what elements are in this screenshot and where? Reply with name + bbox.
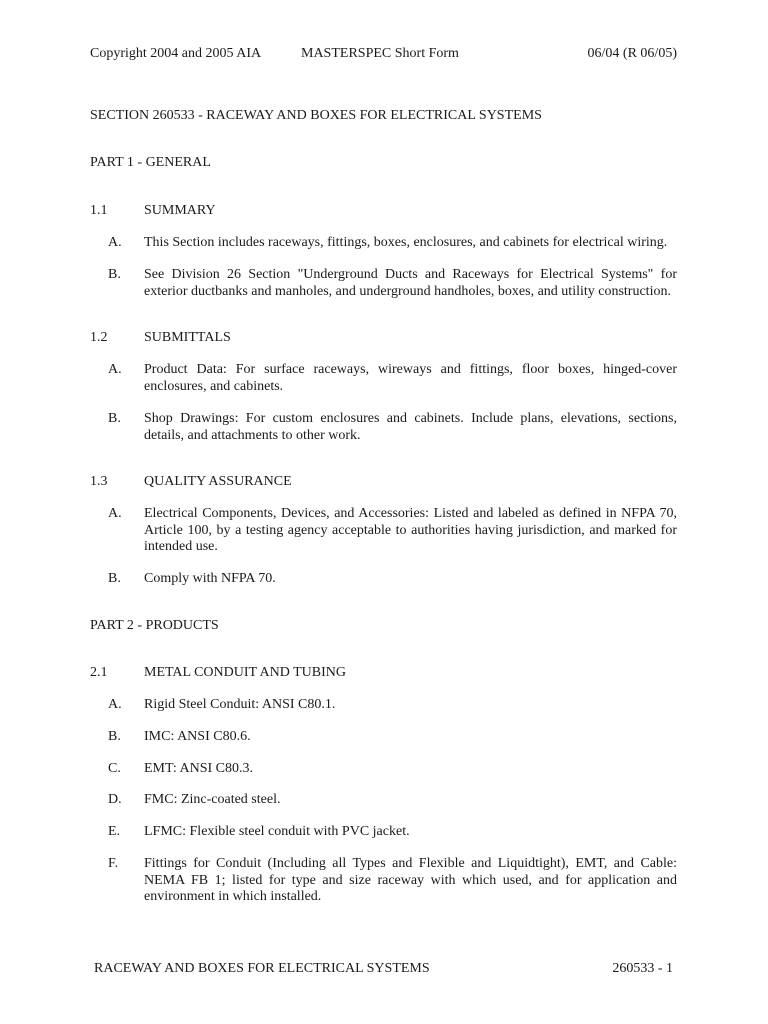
item-letter: A. [108,697,122,712]
item-letter: B. [108,411,121,426]
article-1-1-title: SUMMARY [144,203,216,218]
item-letter: C. [108,761,121,776]
header-date: 06/04 (R 06/05) [587,46,677,61]
item-letter: E. [108,824,121,839]
item-text: LFMC: Flexible steel conduit with PVC jacket. [144,824,410,839]
article-1-3-title: QUALITY ASSURANCE [144,474,292,489]
item-text: Product Data: For surface raceways, wireways and fittings, floor boxes, hinged-cover enclosures, and cabinets. [144,362,677,394]
item-text: EMT: ANSI C80.3. [144,761,253,776]
footer-page-number: 260533 - 1 [612,961,673,976]
item-letter: A. [108,362,122,377]
item-letter: B. [108,571,121,586]
item-text: See Division 26 Section "Underground Ducts and Raceways for Electrical Systems" for exterior ductbanks and manholes, and underground handholes, boxes, and utility construction. [144,267,677,299]
article-1-3-number: 1.3 [90,474,108,489]
footer-section-name: RACEWAY AND BOXES FOR ELECTRICAL SYSTEMS [94,961,430,976]
item-text: Shop Drawings: For custom enclosures and cabinets. Include plans, elevations, sections, details, and attachments to other work. [144,411,677,443]
item-text: FMC: Zinc-coated steel. [144,792,281,807]
header-copyright: Copyright 2004 and 2005 AIA [90,46,262,61]
section-title: SECTION 260533 - RACEWAY AND BOXES FOR ELECTRICAL SYSTEMS [90,108,542,123]
article-2-1-number: 2.1 [90,665,108,680]
item-letter: D. [108,792,122,807]
item-text: Rigid Steel Conduit: ANSI C80.1. [144,697,336,712]
part-2-title: PART 2 - PRODUCTS [90,618,219,633]
item-letter: A. [108,235,122,250]
item-text: IMC: ANSI C80.6. [144,729,251,744]
header-spec-name: MASTERSPEC Short Form [301,46,459,61]
item-letter: B. [108,729,121,744]
article-1-2-number: 1.2 [90,330,108,345]
article-1-2-title: SUBMITTALS [144,330,231,345]
article-2-1-title: METAL CONDUIT AND TUBING [144,665,347,680]
item-text: This Section includes raceways, fittings, boxes, enclosures, and cabinets for electrical wiring. [144,235,668,250]
item-letter: A. [108,506,122,521]
item-letter: F. [108,856,119,871]
item-text: Electrical Components, Devices, and Accessories: Listed and labeled as defined in NFPA 70, Article 100, by a testing agency acceptable to authorities having jurisdiction, and marked for intended use. [144,506,677,554]
item-text: Comply with NFPA 70. [144,571,276,586]
article-1-1-number: 1.1 [90,203,108,218]
item-letter: B. [108,267,121,282]
part-1-title: PART 1 - GENERAL [90,155,211,170]
item-text: Fittings for Conduit (Including all Types and Flexible and Liquidtight), EMT, and Cable: NEMA FB 1; listed for type and size raceway with which used, and for application and environment in which installed. [144,856,677,904]
